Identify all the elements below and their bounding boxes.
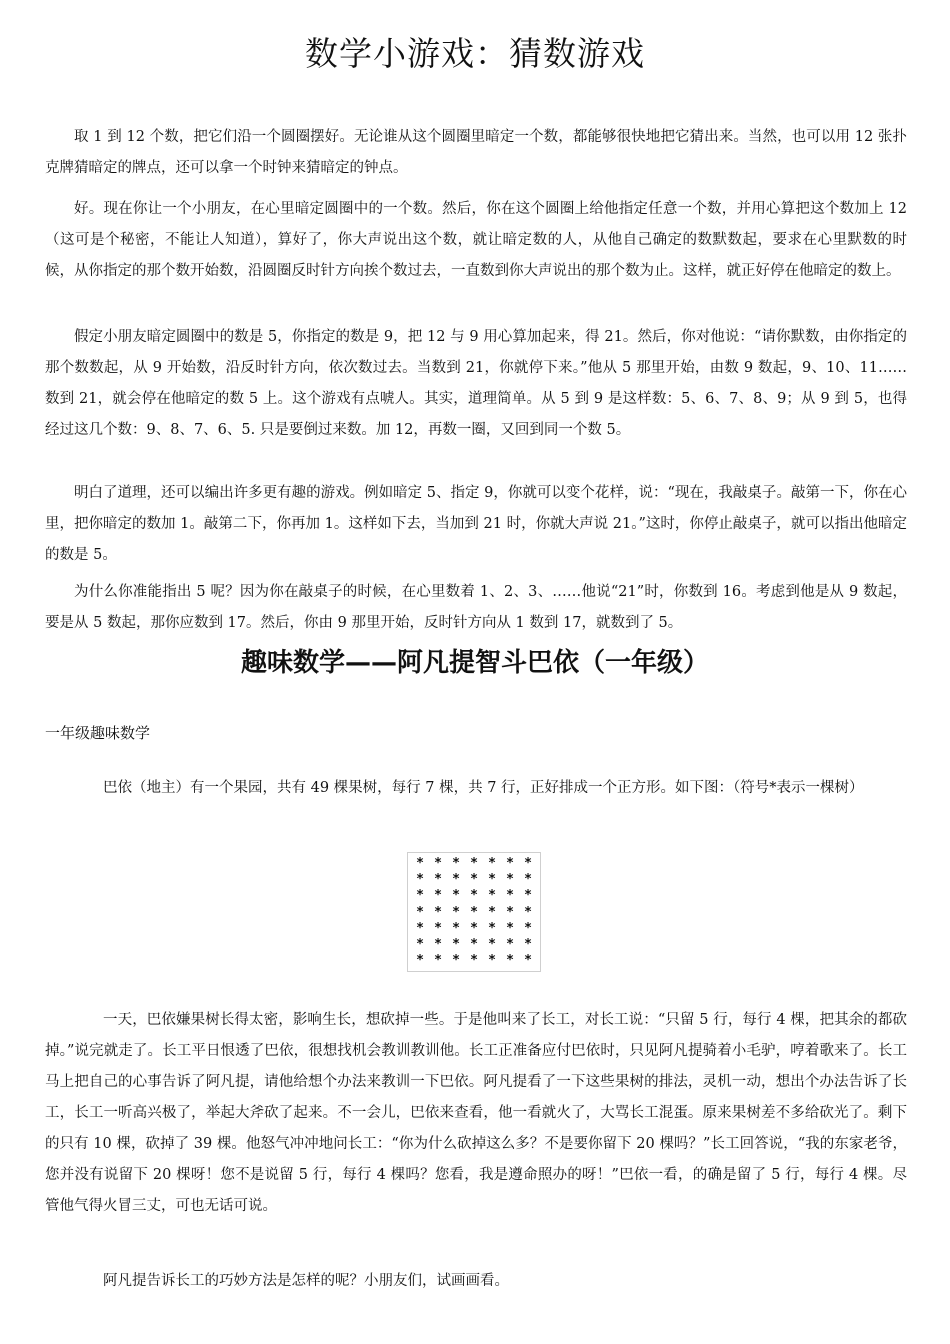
story-paragraph: 一天，巴依嫌果树长得太密，影响生长，想砍掉一些。于是他叫来了长工，对长工说：“只留 5 行，每行 4 棵，把其余的都砍掉。”说完就走了。长工平日恨透了巴依，很想找机会教训教训他。长工正准备应付巴依时，只见阿凡提骑着小毛驴，哼着歌来了。长工马上把自己的心事告诉了阿凡提，请他给想个办法来教训一下巴依。阿凡提看了一下这些果树的排法，灵机一动，想出个办法告诉了长工，长工一听高兴极了，举起大斧砍了起来。不一会儿，巴依来查看，他一看就火了，大骂长工混蛋。原来果树差不多给砍光了。剩下的只有 10 棵，砍掉了 39 棵。他怒气冲冲地问长工：“你为什么砍掉这么多？不是要你留下 20 棵吗？”长工回答说，“我的东家老爷，您并没有说留下 20 棵呀！您不是说留 5 行，每行 4 棵吗？您看，我是遵命照办的呀！”巴依一看，的确是留了 5 行，每行 4 棵。尽管他气得火冒三丈，可也无话可说。: [45, 1012, 907, 1214]
paragraph-4: 明白了道理，还可以编出许多更有趣的游戏。例如暗定 5、指定 9，你就可以变个花样，说：“现在，我敲桌子。敲第一下，你在心里，把你暗定的数加 1。敲第二下，你再加 1。这样如下去，当加到 21 时，你就大声说 21。”这时，你停止敲桌子，就可以指出他暗定的数是 5。: [45, 485, 907, 563]
tree-row: * * * * * * *: [416, 872, 532, 888]
paragraph-5: 为什么你准能指出 5 呢？因为你在敲桌子的时候，在心里数着 1、2、3、……他说“21”时，你数到 16。考虑到他是从 9 数起，要是从 5 数起，那你应数到 17。然后，你由 9 那里开始，反时针方向从 1 数到 17，就数到了 5。: [45, 584, 907, 631]
intro-paragraph: 巴依（地主）有一个果园，共有 49 棵果树，每行 7 棵，共 7 行，正好排成一个正方形。如下图：（符号*表示一棵树）: [103, 780, 864, 796]
paragraph-2: 好。现在你让一个小朋友，在心里暗定圆圈中的一个数。然后，你在这个圆圈上给他指定任意一个数，并用心算把这个数加上 12 （这可是个秘密，不能让人知道），算好了，你大声说出这个数，就让暗定数的人，从他自己确定的数默数起，要求在心里默数的时候，从你指定的那个数开始数，沿圆圈反时针方向挨个数过去，一直数到你大声说出的那个数为止。这样，就正好停在他暗定的数上。: [45, 201, 922, 279]
tree-row: * * * * * * *: [416, 888, 532, 904]
paragraph-1: 取 1 到 12 个数，把它们沿一个圆圈摆好。无论谁从这个圆圈里暗定一个数，都能够很快地把它猜出来。当然，也可以用 12 张扑克牌猜暗定的牌点，还可以拿一个时钟来猜暗定的钟点。: [45, 129, 907, 176]
article-title: 数学小游戏：猜数游戏: [305, 34, 645, 73]
tree-row: * * * * * * *: [416, 856, 532, 871]
section-title: 趣味数学——阿凡提智斗巴依（一年级）: [240, 648, 709, 678]
tree-row: * * * * * * *: [416, 920, 532, 936]
tree-row: * * * * * * *: [416, 953, 532, 969]
tree-row: * * * * * * *: [416, 936, 532, 952]
tree-row: * * * * * * *: [416, 904, 532, 920]
section-subheading: 一年级趣味数学: [45, 724, 151, 742]
question-paragraph: 阿凡提告诉长工的巧妙方法是怎样的呢？小朋友们，试画画看。: [103, 1273, 509, 1289]
tree-grid: [407, 852, 541, 972]
paragraph-3: 假定小朋友暗定圆圈中的数是 5，你指定的数是 9，把 12 与 9 用心算加起来，得 21。然后，你对他说：“请你默数，由你指定的那个数数起，从 9 开始数，沿反时针方向，依次数过去。当数到 21，你就停下来。”他从 5 那里开始，由数 9 数起，9、10、11……数到 21，就会停在他暗定的数 5 上。这个游戏有点唬人。其实，道理简单。从 5 到 9 是这样数：5、6、7、8、9；从 9 到 5，也得经过这几个数：9、8、7、6、5. 只是要倒过来数。加 12，再数一圈，又回到同一个数 5。: [45, 329, 907, 438]
